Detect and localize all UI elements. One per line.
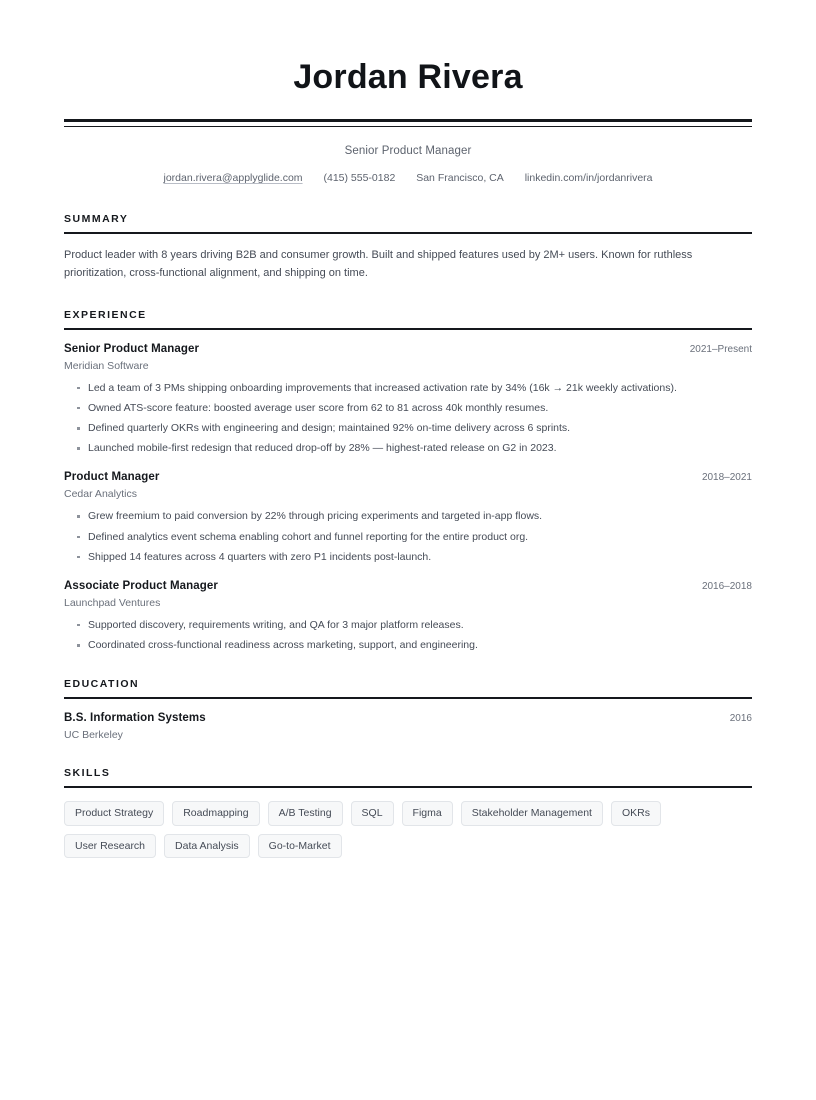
section-title-skills: SKILLS	[64, 767, 111, 780]
skill-chip: Go-to-Market	[258, 834, 342, 859]
experience-dates: 2021–Present	[689, 343, 752, 355]
experience-bullet-list	[64, 509, 752, 564]
experience-bullet-list	[64, 618, 752, 652]
summary-body	[64, 234, 752, 283]
experience-dates: 2018–2021	[701, 472, 752, 484]
header-divider-thick	[64, 119, 752, 122]
education-degree: B.S. Information Systems	[64, 712, 206, 725]
experience-bullet: Shipped 14 features across 4 quarters with zero P1 incidents post-launch.	[64, 550, 752, 564]
experience-entry	[64, 471, 752, 564]
skills-body	[64, 788, 752, 858]
experience-role: Product Manager	[64, 471, 160, 484]
experience-bullet: Defined analytics event schema enabling cohort and funnel reporting for the entire product org.	[64, 530, 752, 544]
experience-entry-head	[64, 471, 752, 483]
skill-chip: Data Analysis	[164, 834, 250, 859]
section-title-experience: EXPERIENCE	[64, 308, 147, 321]
contact-linkedin: linkedin.com/in/jordanrivera	[524, 172, 653, 185]
skill-chip: Product Strategy	[64, 801, 164, 826]
experience-bullet: Led a team of 3 PMs shipping onboarding improvements that increased activation rate by 34% (16k → 21k weekly activations).	[64, 381, 752, 395]
skill-chip: Roadmapping	[172, 801, 259, 826]
section-skills	[64, 767, 752, 858]
education-entry-head	[64, 712, 752, 724]
experience-role: Senior Product Manager	[64, 342, 200, 355]
experience-bullet: Defined quarterly OKRs with engineering and design; maintained 92% on-time delivery across 6 sprints.	[64, 421, 752, 435]
education-school: UC Berkeley	[64, 729, 123, 742]
experience-bullet: Coordinated cross-functional readiness across marketing, support, and engineering.	[64, 638, 752, 652]
section-title-education: EDUCATION	[64, 678, 140, 691]
skill-chip: User Research	[64, 834, 156, 859]
experience-entry-head	[64, 580, 752, 592]
section-title-summary: SUMMARY	[64, 213, 129, 226]
resume-header	[64, 58, 752, 184]
skill-chip: OKRs	[611, 801, 661, 826]
header-divider	[64, 119, 752, 127]
experience-entry	[64, 343, 752, 456]
skill-chip: SQL	[351, 801, 394, 826]
skill-chip: Figma	[402, 801, 453, 826]
education-list	[64, 699, 752, 741]
education-entry	[64, 712, 752, 741]
experience-bullet: Launched mobile-first redesign that reduced drop-off by 28% — highest-rated release on G2 in 2023.	[64, 441, 752, 455]
experience-bullet-list	[64, 381, 752, 456]
contact-location: San Francisco, CA	[416, 172, 504, 185]
experience-bullet: Supported discovery, requirements writing, and QA for 3 major platform releases.	[64, 618, 752, 632]
experience-company: Meridian Software	[64, 359, 149, 372]
education-dates: 2016	[729, 713, 752, 725]
contact-email[interactable]: jordan.rivera@applyglide.com	[163, 172, 303, 185]
section-experience	[64, 309, 752, 653]
candidate-name: Jordan Rivera	[293, 58, 523, 96]
experience-entry	[64, 580, 752, 652]
skill-chip: A/B Testing	[268, 801, 343, 826]
experience-role: Associate Product Manager	[64, 579, 218, 592]
skill-chip-list	[64, 801, 752, 858]
candidate-tagline: Senior Product Manager	[344, 145, 472, 158]
experience-dates: 2016–2018	[701, 580, 752, 592]
experience-entry-head	[64, 343, 752, 355]
experience-company: Cedar Analytics	[64, 488, 137, 501]
section-summary	[64, 213, 752, 283]
experience-bullet: Grew freemium to paid conversion by 22% through pricing experiments and targeted in-app flows.	[64, 509, 752, 523]
section-education	[64, 678, 752, 741]
contact-line	[64, 172, 752, 184]
summary-text: Product leader with 8 years driving B2B and consumer growth. Built and shipped features used by 2M+ users. Known for ruthless prioritization, cross-functional alignment, and shipping on time.	[64, 249, 693, 279]
experience-list	[64, 330, 752, 653]
experience-bullet: Owned ATS-score feature: boosted average user score from 62 to 81 across 40k monthly resumes.	[64, 401, 752, 415]
contact-phone: (415) 555-0182	[323, 172, 396, 185]
skill-chip: Stakeholder Management	[461, 801, 603, 826]
header-divider-thin	[64, 126, 752, 127]
experience-company: Launchpad Ventures	[64, 596, 161, 609]
